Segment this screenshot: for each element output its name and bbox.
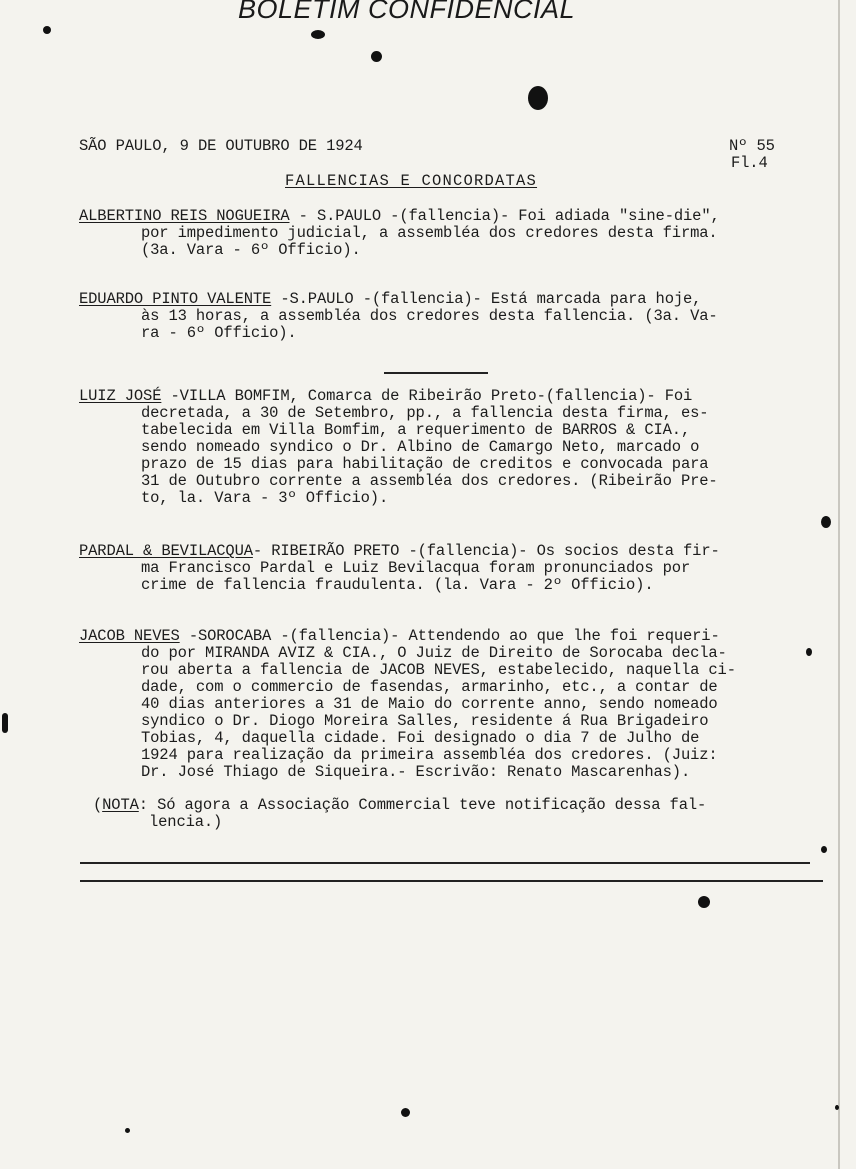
ink-blot [311, 30, 325, 39]
dateline: SÃO PAULO, 9 DE OUTUBRO DE 1924 [79, 137, 363, 155]
ink-blot [698, 896, 710, 908]
entry-text: - RIBEIRÃO PRETO -(fallencia)- Os socios desta fir- [252, 542, 720, 560]
bulletin-title: BOLETIM CONFIDENCIAL [238, 0, 576, 24]
entry-line: ra - 6º Officio). [141, 324, 297, 342]
entry-line: às 13 horas, a assembléa dos credores desta fallencia. (3a. Va- [141, 307, 718, 325]
entry-name: JACOB NEVES [79, 627, 180, 645]
footer-rule [80, 880, 823, 882]
ink-blot [835, 1105, 839, 1110]
ink-blot [401, 1108, 410, 1117]
entry-line: Dr. José Thiago de Siqueira.- Escrivão: Renato Mascarenhas). [141, 763, 691, 781]
ink-blot [125, 1128, 130, 1133]
ink-blot [821, 846, 827, 853]
entry-pardal [79, 542, 720, 560]
entry-eduardo [79, 290, 701, 308]
footer-rule [80, 862, 810, 864]
entry-line: sendo nomeado syndico o Dr. Albino de Camargo Neto, marcado o [141, 438, 700, 456]
folio: Fl.4 [731, 154, 768, 172]
entry-line: dade, com o commercio de fasendas, armarinho, etc., a contar de [141, 678, 718, 696]
entry-text: -VILLA BOMFIM, Comarca de Ribeirão Preto-(fallencia)- Foi [161, 387, 693, 405]
entry-luiz-jose [79, 387, 692, 405]
entry-text: -S.PAULO -(fallencia)- Está marcada para hoje, [271, 290, 702, 308]
ink-blot [43, 26, 51, 34]
entry-name: LUIZ JOSÉ [79, 387, 162, 405]
note-line: lencia.) [149, 813, 223, 831]
note-paren: ( [93, 796, 103, 814]
entry-line: decretada, a 30 de Setembro, pp., a fallencia desta firma, es- [141, 404, 709, 422]
entry-line: tabelecida em Villa Bomfim, a requerimento de BARROS & CIA., [141, 421, 691, 439]
ink-blot [2, 713, 8, 733]
ink-blot [528, 86, 548, 110]
entry-line: syndico o Dr. Diogo Moreira Salles, residente á Rua Brigadeiro [141, 712, 709, 730]
entry-line: 40 dias anteriores a 31 de Maio do corrente anno, sendo nomeado [141, 695, 718, 713]
note-label: NOTA [102, 796, 139, 814]
entry-line: Tobias, 4, daquella cidade. Foi designado o dia 7 de Julho de [141, 729, 700, 747]
entry-name: PARDAL & BEVILACQUA [79, 542, 253, 560]
note [93, 796, 706, 814]
entry-line: prazo de 15 dias para habilitação de creditos e convocada para [141, 455, 709, 473]
scan-edge [838, 0, 840, 1169]
entry-line: (3a. Vara - 6º Officio). [141, 241, 361, 259]
entry-text: -SOROCABA -(fallencia)- Attendendo ao que lhe foi requeri- [179, 627, 720, 645]
entry-line: por impedimento judicial, a assembléa dos credores desta firma. [141, 224, 718, 242]
entry-line: 1924 para realização da primeira assembléa dos credores. (Juiz: [141, 746, 718, 764]
section-heading: FALLENCIAS E CONCORDATAS [285, 172, 538, 190]
entry-name: EDUARDO PINTO VALENTE [79, 290, 272, 308]
ink-blot [371, 51, 382, 62]
entry-name: ALBERTINO REIS NOGUEIRA [79, 207, 290, 225]
ink-blot [821, 516, 831, 528]
note-text: : Só agora a Associação Commercial teve notificação dessa fal- [138, 796, 707, 814]
entry-text: - S.PAULO -(fallencia)- Foi adiada "sine-die", [289, 207, 720, 225]
ink-blot [806, 648, 812, 656]
entry-line: do por MIRANDA AVIZ & CIA., O Juiz de Direito de Sorocaba decla- [141, 644, 727, 662]
issue-number: Nº 55 [729, 137, 775, 155]
entry-jacob-neves [79, 627, 720, 645]
entry-albertino [79, 207, 720, 225]
entry-line: to, la. Vara - 3º Officio). [141, 489, 389, 507]
separator-rule [384, 372, 488, 374]
entry-line: 31 de Outubro corrente a assembléa dos credores. (Ribeirão Pre- [141, 472, 718, 490]
entry-line: ma Francisco Pardal e Luiz Bevilacqua foram pronunciados por [141, 559, 691, 577]
entry-line: crime de fallencia fraudulenta. (la. Vara - 2º Officio). [141, 576, 654, 594]
entry-line: rou aberta a fallencia de JACOB NEVES, estabelecido, naquella ci- [141, 661, 736, 679]
